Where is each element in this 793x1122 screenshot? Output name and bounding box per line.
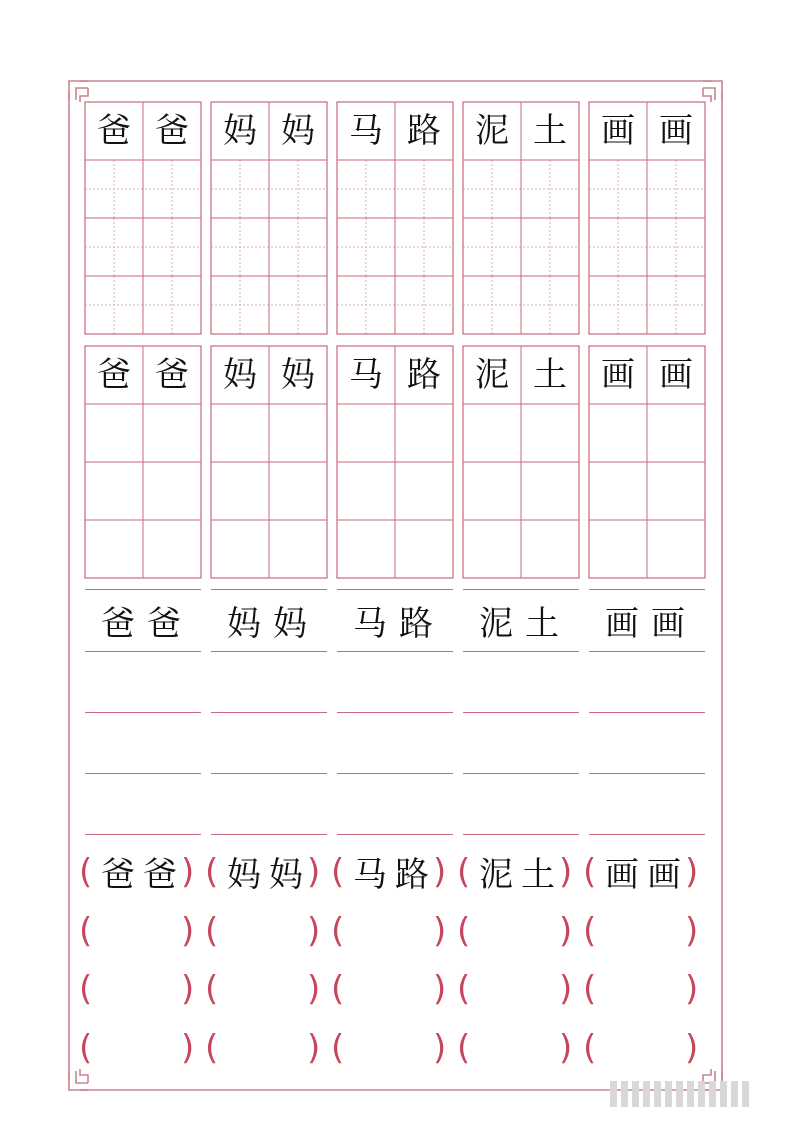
close-paren: ) [307,1028,321,1068]
model-char: 马 [349,111,383,151]
model-char: 马 [353,604,387,644]
model-char: 画 [659,355,693,395]
close-paren: ) [433,969,447,1009]
writing-line [463,712,579,713]
writing-line [337,773,453,774]
writing-line [589,773,705,774]
writing-line [589,651,705,652]
writing-line [85,773,201,774]
model-char: 画 [659,111,693,151]
model-char: 妈 [227,604,261,644]
model-char: 爸 [155,355,189,395]
open-paren: ( [331,852,345,892]
model-char: 画 [605,855,639,895]
model-char: 爸 [101,855,135,895]
answer-blank[interactable] [477,1033,557,1067]
section-top-line [211,589,327,590]
close-paren: ) [181,852,195,892]
close-paren: ) [559,852,573,892]
model-char: 土 [525,604,559,644]
close-paren: ) [307,969,321,1009]
close-paren: ) [685,1028,699,1068]
section-top-line [463,589,579,590]
model-char: 马 [349,355,383,395]
model-char: 爸 [143,855,177,895]
open-paren: ( [205,969,219,1009]
writing-line [337,834,453,835]
section-top-line [337,589,453,590]
model-char: 路 [399,604,433,644]
open-paren: ( [583,911,597,951]
open-paren: ( [79,1028,93,1068]
close-paren: ) [559,911,573,951]
model-char: 画 [605,604,639,644]
close-paren: ) [559,1028,573,1068]
answer-blank[interactable] [99,916,179,950]
model-char: 妈 [227,855,261,895]
open-paren: ( [205,852,219,892]
writing-line [463,773,579,774]
writing-line [337,651,453,652]
model-char: 爸 [101,604,135,644]
open-paren: ( [583,969,597,1009]
model-char: 泥 [475,355,509,395]
answer-blank[interactable] [99,1033,179,1067]
model-char: 路 [407,111,441,151]
close-paren: ) [685,911,699,951]
model-char: 画 [601,355,635,395]
writing-line [211,712,327,713]
close-paren: ) [181,911,195,951]
model-char: 土 [521,855,555,895]
open-paren: ( [205,1028,219,1068]
model-char: 妈 [269,855,303,895]
open-paren: ( [583,1028,597,1068]
open-paren: ( [583,852,597,892]
close-paren: ) [559,969,573,1009]
open-paren: ( [331,1028,345,1068]
open-paren: ( [79,911,93,951]
close-paren: ) [685,852,699,892]
model-char: 土 [533,355,567,395]
close-paren: ) [433,852,447,892]
answer-blank[interactable] [351,974,431,1008]
close-paren: ) [181,1028,195,1068]
model-char: 妈 [281,111,315,151]
model-char: 画 [647,855,681,895]
writing-line [463,834,579,835]
open-paren: ( [331,969,345,1009]
answer-blank[interactable] [351,916,431,950]
writing-line [463,651,579,652]
model-char: 妈 [223,111,257,151]
writing-line [211,834,327,835]
writing-line [337,712,453,713]
open-paren: ( [205,911,219,951]
answer-blank[interactable] [99,974,179,1008]
model-char: 爸 [97,111,131,151]
open-paren: ( [457,911,471,951]
writing-line [211,773,327,774]
answer-blank[interactable] [603,916,683,950]
model-char: 路 [395,855,429,895]
answer-blank[interactable] [603,974,683,1008]
writing-line [589,834,705,835]
open-paren: ( [79,969,93,1009]
close-paren: ) [433,1028,447,1068]
model-char: 妈 [273,604,307,644]
writing-line [85,651,201,652]
answer-blank[interactable] [477,916,557,950]
answer-blank[interactable] [351,1033,431,1067]
model-char: 泥 [479,604,513,644]
model-char: 土 [533,111,567,151]
watermark-bars [610,1081,780,1111]
open-paren: ( [79,852,93,892]
open-paren: ( [457,852,471,892]
model-char: 爸 [97,355,131,395]
model-char: 画 [601,111,635,151]
close-paren: ) [433,911,447,951]
model-char: 爸 [155,111,189,151]
model-char: 画 [651,604,685,644]
model-char: 妈 [281,355,315,395]
writing-line [85,834,201,835]
section-top-line [85,589,201,590]
answer-blank[interactable] [225,916,305,950]
close-paren: ) [181,969,195,1009]
model-char: 泥 [479,855,513,895]
model-char: 泥 [475,111,509,151]
writing-line [211,651,327,652]
model-char: 妈 [223,355,257,395]
close-paren: ) [307,911,321,951]
close-paren: ) [685,969,699,1009]
answer-blank[interactable] [225,1033,305,1067]
answer-blank[interactable] [603,1033,683,1067]
answer-blank[interactable] [225,974,305,1008]
close-paren: ) [307,852,321,892]
open-paren: ( [331,911,345,951]
model-char: 爸 [147,604,181,644]
writing-line [589,712,705,713]
writing-line [85,712,201,713]
answer-blank[interactable] [477,974,557,1008]
section-top-line [589,589,705,590]
open-paren: ( [457,1028,471,1068]
model-char: 马 [353,855,387,895]
model-char: 路 [407,355,441,395]
open-paren: ( [457,969,471,1009]
